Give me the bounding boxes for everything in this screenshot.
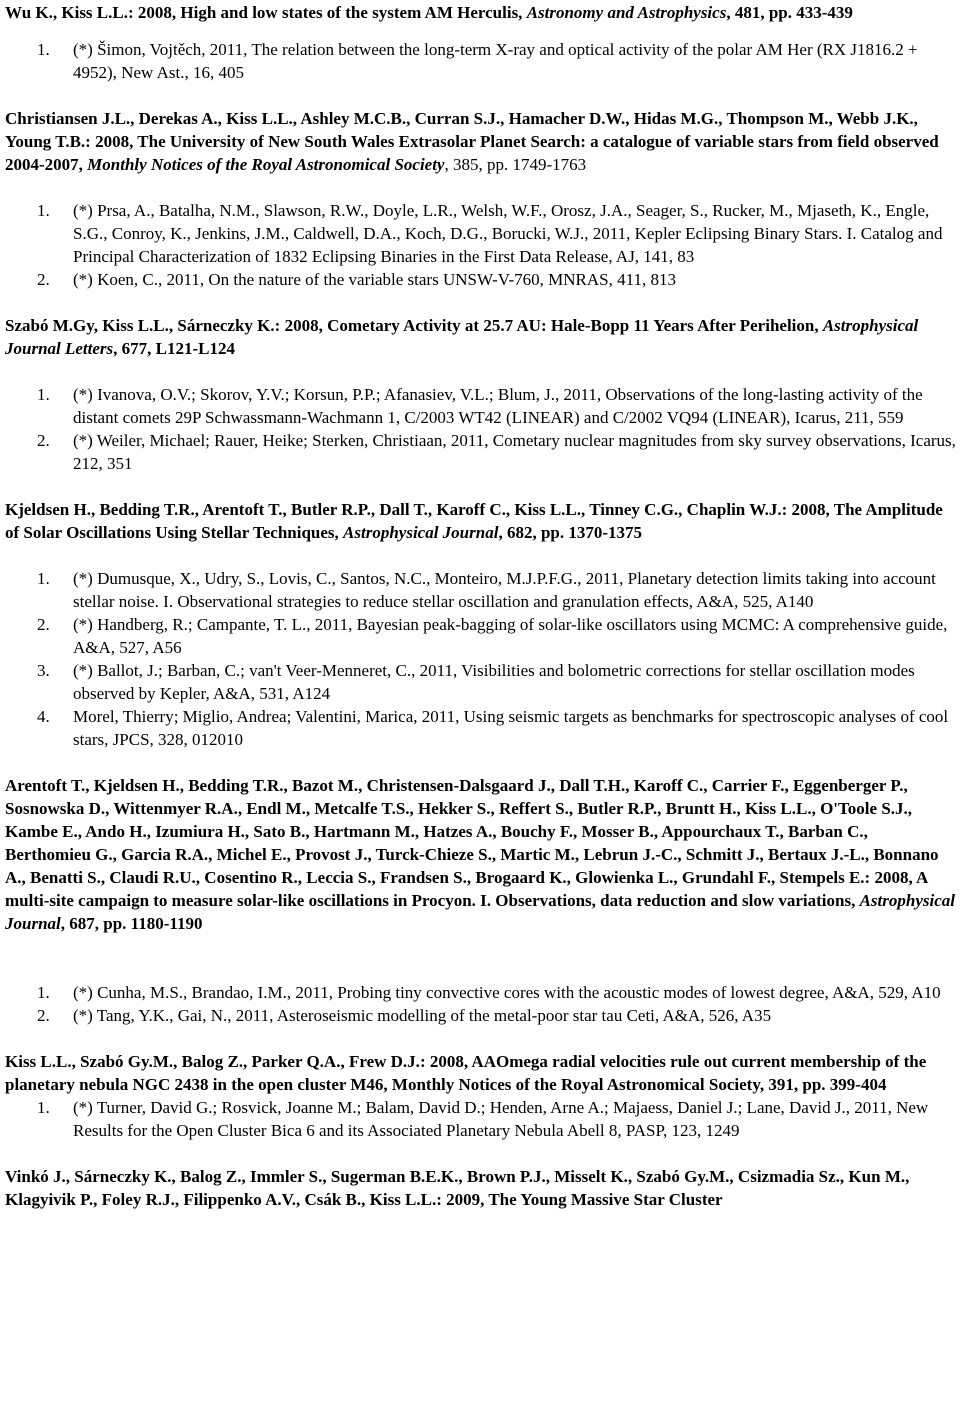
citation-item (5, 567, 957, 613)
citation-item (5, 613, 957, 659)
citation-number: 3. (37, 661, 50, 680)
citation-text: (*) Cunha, M.S., Brandao, I.M., 2011, Probing tiny convective cores with the acoustic modes of lowest degree, A&A, 529, A10 (73, 983, 941, 1002)
citation-number: 4. (37, 707, 50, 726)
publication-entry (5, 1, 957, 84)
publication-reference (5, 1165, 957, 1211)
publication-entry (5, 498, 957, 751)
citation-number: 1. (37, 385, 50, 404)
publication-authors: Arentoft T., Kjeldsen H., Bedding T.R., Bazot M., Christensen-Dalsgaard J., Dall T.H., Karoff C., Carrier F., Eggenberger P., Sosnowska D., Wittenmyer R.A., Endl M., Metcalfe T.S., Hekker S., Reffert S., Butler R.P., Bruntt H., Kiss L.L., O'Toole S.J., Kambe E., Ando H., Izumiura H., Sato B., Hartmann M., Hatzes A., Bouchy F., Mosser B., Appourchaux T., Barban C., Berthomieu G., Garcia R.A., Michel E., Provost J., Turck-Chieze S., Martic M., Lebrun J.-C., Schmitt J., Bertaux J.-L., Bonnano A., Benatti S., Claudi R.U., Cosentino R., Leccia S., Frandsen S., Brogaard K., Glowienka L., Grundahl F., Stempels E. (5, 776, 939, 887)
citation-text: (*) Koen, C., 2011, On the nature of the variable stars UNSW-V-760, MNRAS, 411, 813 (73, 270, 676, 289)
citation-number: 1. (37, 40, 50, 59)
citation-text: (*) Dumusque, X., Udry, S., Lovis, C., Santos, N.C., Monteiro, M.J.P.F.G., 2011, Planetary detection limits taking into account stellar noise. I. Observational strategies to reduce stellar oscillation and granulation effects, A&A, 525, A140 (73, 569, 936, 611)
publication-authors: Kiss L.L., Szabó Gy.M., Balog Z., Parker Q.A., Frew D.J. (5, 1052, 420, 1071)
citation-number: 1. (37, 983, 50, 1002)
publication-reference (5, 314, 957, 360)
citation-list (5, 567, 957, 751)
citation-number: 2. (37, 1006, 50, 1025)
publication-title: : 2008, The Amplitude of Solar Oscillations Using Stellar Techniques, (5, 500, 943, 542)
publication-authors: Vinkó J., Sárneczky K., Balog Z., Immler S., Sugerman B.E.K., Brown P.J., Misselt K., Szabó Gy.M., Csizmadia Sz., Kun M., Klagyivik P., Foley R.J., Filippenko A.V., Csák B., Kiss L.L. (5, 1167, 910, 1209)
citation-item (5, 429, 957, 475)
publication-journal: Monthly Notices of the Royal Astronomical Society (87, 155, 445, 174)
citation-text: (*) Šimon, Vojtěch, 2011, The relation between the long-term X-ray and optical activity of the polar AM Her (RX J1816.2 + 4952), New Ast., 16, 405 (73, 40, 918, 82)
publication-title: : 2008, Cometary Activity at 25.7 AU: Hale-Bopp 11 Years After Perihelion, (274, 316, 823, 335)
publication-authors: Wu K., Kiss L.L. (5, 3, 128, 22)
citation-item (5, 268, 957, 291)
citation-list (5, 38, 957, 84)
citation-item (5, 199, 957, 268)
publication-entry (5, 1050, 957, 1142)
citation-text: (*) Ivanova, O.V.; Skorov, Y.V.; Korsun, P.P.; Afanasiev, V.L.; Blum, J., 2011, Observations of the long-lasting activity of the distant comets 29P Schwassmann-Wachmann 1, C/2003 WT42 (LINEAR) and C/2002 VQ94 (LINEAR), Icarus, 211, 559 (73, 385, 923, 427)
citation-list (5, 981, 957, 1027)
publication-reference (5, 1, 957, 24)
publication-journal: Astronomy and Astrophysics (526, 3, 727, 22)
citation-item (5, 383, 957, 429)
publication-title: : 2008, A multi-site campaign to measure solar-like oscillations in Procyon. I. Observations, data reduction and slow variations, (5, 868, 928, 910)
citation-list (5, 383, 957, 475)
citation-text: (*) Turner, David G.; Rosvick, Joanne M.; Balam, David D.; Henden, Arne A.; Majaess, Daniel J.; Lane, David J., 2011, New Results for the Open Cluster Bica 6 and its Associated Planetary Nebula Abell 8, PASP, 123, 1249 (73, 1098, 929, 1140)
publication-reference (5, 498, 957, 544)
citation-text: (*) Tang, Y.K., Gai, N., 2011, Asteroseismic modelling of the metal-poor star tau Ceti, A&A, 526, A35 (73, 1006, 772, 1025)
publication-title: : 2008, AAOmega radial velocities rule out current membership of the planetary nebula NGC 2438 in the open cluster M46, Monthly Notices of the Royal Astronomical Society, 391, pp. 399-404 (5, 1052, 927, 1094)
publication-rest: : 2008, High and low states of the system AM Herculis, (127, 3, 527, 22)
publication-reference (5, 1050, 957, 1096)
citation-number: 1. (37, 201, 50, 220)
publication-journal: Astrophysical Journal Letters (5, 316, 919, 358)
citation-number: 1. (37, 1098, 50, 1117)
publication-tail: , 481, pp. 433-439 (726, 3, 853, 22)
publication-authors: Kjeldsen H., Bedding T.R., Arentoft T., Butler R.P., Dall T., Karoff C., Kiss L.L., Tinney C.G., Chaplin W.J. (5, 500, 782, 519)
citation-text: (*) Handberg, R.; Campante, T. L., 2011, Bayesian peak-bagging of solar-like oscillators using MCMC: A comprehensive guide, A&A, 527, A56 (73, 615, 948, 657)
citation-item (5, 1004, 957, 1027)
citation-item (5, 659, 957, 705)
publication-tail: , 677, L121-L124 (113, 339, 235, 358)
publication-entry (5, 774, 957, 1027)
citation-item (5, 705, 957, 751)
citation-list (5, 199, 957, 291)
citation-item (5, 1096, 957, 1142)
citation-number: 2. (37, 270, 50, 289)
citation-text: (*) Weiler, Michael; Rauer, Heike; Sterken, Christiaan, 2011, Cometary nuclear magnitudes from sky survey observations, Icarus, 212, 351 (73, 431, 956, 473)
publication-entry (5, 314, 957, 475)
publication-entry (5, 107, 957, 291)
citation-item (5, 981, 957, 1004)
publication-tail: , 385, pp. 1749-1763 (444, 155, 587, 174)
publication-authors: Christiansen J.L., Derekas A., Kiss L.L., Ashley M.C.B., Curran S.J., Hamacher D.W., Hidas M.G., Thompson M., Webb J.K., Young T.B. (5, 109, 918, 151)
citation-list (5, 1096, 957, 1142)
publication-journal: Astrophysical Journal (5, 891, 955, 933)
citation-text: (*) Prsa, A., Batalha, N.M., Slawson, R.W., Doyle, L.R., Welsh, W.F., Orosz, J.A., Seager, S., Rucker, M., Mjaseth, K., Engle, S.G., Conroy, K., Jenkins, J.M., Caldwell, D.A., Koch, D.G., Borucki, W.J., 2011, Kepler Eclipsing Binary Stars. I. Catalog and Principal Characterization of 1832 Eclipsing Binaries in the First Data Release, AJ, 141, 83 (73, 201, 943, 266)
citation-number: 1. (37, 569, 50, 588)
publication-tail: , 687, pp. 1180-1190 (60, 914, 203, 933)
citation-item (5, 38, 957, 84)
citation-number: 2. (37, 615, 50, 634)
citation-text: Morel, Thierry; Miglio, Andrea; Valentini, Marica, 2011, Using seismic targets as benchmarks for spectroscopic analyses of cool stars, JPCS, 328, 012010 (73, 707, 949, 749)
citation-text: (*) Ballot, J.; Barban, C.; van't Veer-Menneret, C., 2011, Visibilities and bolometric corrections for stellar oscillation modes observed by Kepler, A&A, 531, A124 (73, 661, 915, 703)
publication-reference (5, 774, 957, 935)
publication-title: : 2009, The Young Massive Star Cluster (436, 1190, 723, 1209)
publication-entry (5, 1165, 957, 1211)
publication-authors: Szabó M.Gy, Kiss L.L., Sárneczky K. (5, 316, 275, 335)
citation-number: 2. (37, 431, 50, 450)
publication-journal: Astrophysical Journal (343, 523, 499, 542)
publication-tail: , 682, pp. 1370-1375 (498, 523, 643, 542)
publication-list (5, 1, 957, 1211)
publication-title: : 2008, The University of New South Wales Extrasolar Planet Search: a catalogue of variable stars from field observed 2004-2007, (5, 132, 939, 174)
publication-reference (5, 107, 957, 176)
